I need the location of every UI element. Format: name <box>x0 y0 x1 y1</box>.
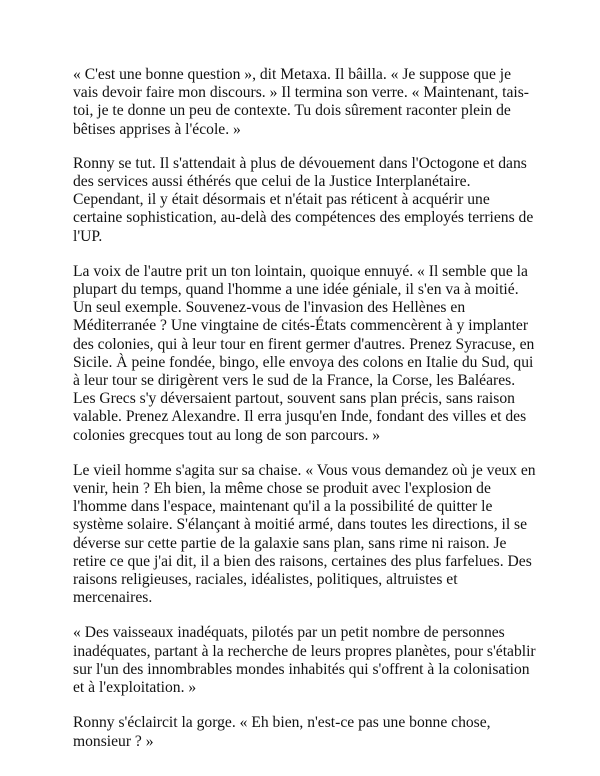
document-page <box>73 66 539 768</box>
paragraph-5: « Des vaisseaux inadéquats, pilotés par un petit nombre de personnes inadéquates, partant à la recherche de leurs propres planètes, pour s'établir sur l'un des innombrables mondes inhabités qui s'offrent à la colonisation et à l'exploitation. » <box>73 624 536 697</box>
paragraph-2: Ronny se tut. Il s'attendait à plus de dévouement dans l'Octogone et dans des services aussi éthérés que celui de la Justice Interplanétaire. Cependant, il y était désormais et n'était pas réticent à acquérir une certaine sophistication, au-delà des compétences des employés terriens de l'UP. <box>73 154 534 245</box>
paragraph-4: Le vieil homme s'agita sur sa chaise. « Vous vous demandez où je veux en venir, hein ? Eh bien, la même chose se produit avec l'explosion de l'homme dans l'espace, maintenant qu'il a la possibilité de quitter le système solaire. S'élançant à moitié armé, dans toutes les directions, il se déverse sur cette partie de la galaxie sans plan, sans rime ni raison. Je retire ce que j'ai dit, il a bien des raisons, certaines des plus farfelues. Des raisons religieuses, raciales, idéalistes, politiques, altruistes et mercenaires. <box>73 461 536 607</box>
paragraph-6: Ronny s'éclaircit la gorge. « Eh bien, n'est-ce pas une bonne chose, monsieur ? » <box>73 714 491 750</box>
paragraph-1: « C'est une bonne question », dit Metaxa. Il bâilla. « Je suppose que je vais devoir faire mon discours. » Il termina son verre. « Maintenant, tais-toi, je te donne un peu de contexte. Tu dois sûrement raconter plein de bêtises apprises à l'école. » <box>73 66 529 138</box>
paragraph-3: La voix de l'autre prit un ton lointain, quoique ennuyé. « Il semble que la plupart du temps, quand l'homme a une idée géniale, il s'en va à moitié. Un seul exemple. Souvenez-vous de l'invasion des Hellènes en Méditerranée ? Une vingtaine de cités-États commencèrent à y implanter des colonies, qui à leur tour en firent germer d'autres. Prenez Syracuse, en Sicile. À peine fondée, bingo, elle envoya des colons en Italie du Sud, qui à leur tour se dirigèrent vers le sud de la France, la Corse, les Baléares. Les Grecs s'y déversaient partout, souvent sans plan précis, sans raison valable. Prenez Alexandre. Il erra jusqu'en Inde, fondant des villes et des colonies grecques tout au long de son parcours. » <box>73 262 535 444</box>
